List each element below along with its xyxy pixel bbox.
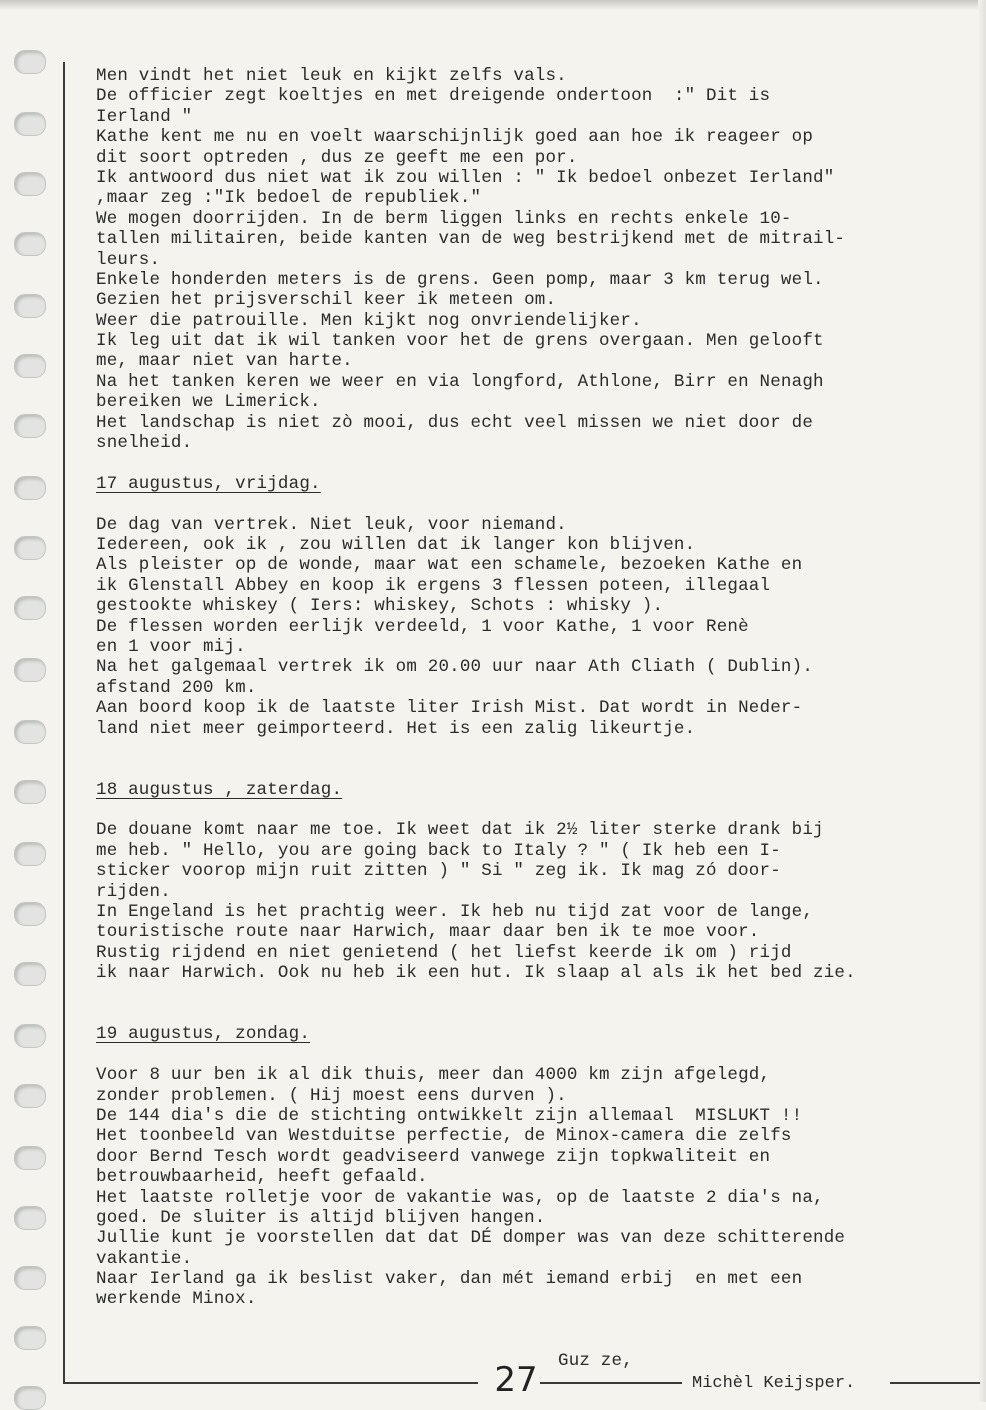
binder-holes	[14, 0, 48, 1402]
text-line: Aan boord koop ik de laatste liter Irish Mist. Dat wordt in Neder-	[96, 698, 803, 719]
text-line: De 144 dia's die de stichting ontwikkelt zijn allemaal MISLUKT !!	[96, 1105, 803, 1126]
binder-hole	[14, 354, 46, 378]
text-line: me, maar niet van harte.	[96, 351, 353, 372]
binder-hole	[14, 1266, 46, 1290]
binder-hole	[14, 172, 46, 196]
binder-hole	[14, 232, 46, 256]
text-line: me heb. " Hello, you are going back to Italy ? " ( Ik heb een I-	[96, 840, 781, 861]
page-right-edge	[978, 0, 986, 1402]
text-line: Het laatste rolletje voor de vakantie was, op de laatste 2 dia's na,	[96, 1187, 824, 1208]
binder-hole	[14, 720, 46, 744]
text-line: Ierland "	[96, 106, 193, 127]
text-line: land niet meer geimporteerd. Het is een zalig likeurtje.	[96, 718, 696, 739]
date-heading: 19 augustus, zondag.	[96, 1024, 311, 1045]
binder-hole	[14, 294, 46, 318]
text-line: Enkele honderden meters is de grens. Geen pomp, maar 3 km terug wel.	[96, 269, 824, 290]
text-line: Jullie kunt je voorstellen dat dat DÉ domper was van deze schitterende	[96, 1228, 846, 1249]
text-line: In Engeland is het prachtig weer. Ik heb nu tijd zat voor de lange,	[96, 902, 814, 923]
binder-hole	[14, 842, 46, 866]
binder-hole	[14, 780, 46, 804]
text-line: Rustig rijdend en niet genietend ( het liefst keerde ik om ) rijd	[96, 942, 792, 963]
text-line: gestookte whiskey ( Iers: whiskey, Schots : whisky ).	[96, 596, 664, 617]
text-line: Naar Ierland ga ik beslist vaker, dan mét iemand erbij en met een	[96, 1269, 803, 1290]
footer-rule	[890, 1382, 980, 1384]
closing-line: Guz ze,	[558, 1350, 633, 1371]
text-line: ik Glenstall Abbey en koop ik ergens 3 flessen poteen, illegaal	[96, 575, 771, 596]
text-line: bereiken we Limerick.	[96, 392, 321, 413]
binder-hole	[14, 112, 46, 136]
text-line: Weer die patrouille. Men kijkt nog onvriendelijker.	[96, 310, 642, 331]
page-top-edge	[0, 0, 986, 10]
text-line: leurs.	[96, 249, 161, 270]
text-line: afstand 200 km.	[96, 677, 257, 698]
margin-rule	[63, 62, 65, 1382]
text-line: rijden.	[96, 881, 171, 902]
text-line: Voor 8 uur ben ik al dik thuis, meer dan 4000 km zijn afgelegd,	[96, 1065, 771, 1086]
text-line: touristische route naar Harwich, maar daar ben ik te moe voor.	[96, 922, 760, 943]
text-line: Als pleister op de wonde, maar wat een schamele, bezoeken Kathe en	[96, 555, 803, 576]
article-body	[96, 66, 966, 1371]
footer-rule	[63, 1382, 478, 1384]
binder-hole	[14, 1024, 46, 1048]
page-number: 27	[494, 1360, 538, 1400]
date-heading: 17 augustus, vrijdag.	[96, 473, 321, 494]
binder-hole	[14, 536, 46, 560]
text-line: Na het tanken keren we weer en via longford, Athlone, Birr en Nenagh	[96, 371, 824, 392]
binder-hole	[14, 1146, 46, 1170]
text-line: De flessen worden eerlijk verdeeld, 1 voor Kathe, 1 voor Renè	[96, 616, 749, 637]
text-line: De douane komt naar me toe. Ik weet dat ik 2½ liter sterke drank bij	[96, 820, 824, 841]
text-line: We mogen doorrijden. In de berm liggen links en rechts enkele 10-	[96, 208, 792, 229]
text-line: Ik leg uit dat ik wil tanken voor het de grens overgaan. Men gelooft	[96, 331, 824, 352]
binder-hole	[14, 1206, 46, 1230]
text-line: De officier zegt koeltjes en met dreigende ondertoon :" Dit is	[96, 86, 771, 107]
binder-hole	[14, 1084, 46, 1108]
text-line: Kathe kent me nu en voelt waarschijnlijk goed aan hoe ik reageer op	[96, 127, 814, 148]
text-line: betrouwbaarheid, heeft gefaald.	[96, 1167, 428, 1188]
text-line: Het landschap is niet zò mooi, dus echt veel missen we niet door de	[96, 412, 814, 433]
text-line: vakantie.	[96, 1248, 193, 1269]
text-line: Men vindt het niet leuk en kijkt zelfs vals.	[96, 66, 567, 86]
binder-hole	[14, 414, 46, 438]
text-line: Na het galgemaal vertrek ik om 20.00 uur naar Ath Cliath ( Dublin).	[96, 657, 814, 678]
footer-rule	[540, 1382, 682, 1384]
text-line: Gezien het prijsverschil keer ik meteen om.	[96, 290, 557, 311]
date-heading: 18 augustus , zaterdag.	[96, 779, 343, 800]
text-line: zonder problemen. ( Hij moest eens durven ).	[96, 1085, 567, 1106]
binder-hole	[14, 902, 46, 926]
text-line: dit soort optreden , dus ze geeft me een por.	[96, 147, 578, 168]
binder-hole	[14, 476, 46, 500]
text-line: ,maar zeg :"Ik bedoel de republiek."	[96, 188, 482, 209]
text-line: Ik antwoord dus niet wat ik zou willen : " Ik bedoel onbezet Ierland"	[96, 167, 835, 188]
binder-hole	[14, 596, 46, 620]
text-line: tallen militairen, beide kanten van de weg bestrijkend met de mitrail-	[96, 229, 846, 250]
text-line: werkende Minox.	[96, 1289, 257, 1310]
binder-hole	[14, 50, 46, 74]
text-line: door Bernd Tesch wordt geadviseerd vanwege zijn topkwaliteit en	[96, 1146, 771, 1167]
text-line: snelheid.	[96, 433, 193, 454]
binder-hole	[14, 962, 46, 986]
author-signature: Michèl Keijsper.	[692, 1374, 856, 1393]
binder-hole	[14, 1386, 46, 1410]
text-line: Het toonbeeld van Westduitse perfectie, de Minox-camera die zelfs	[96, 1126, 792, 1147]
text-line: goed. De sluiter is altijd blijven hangen.	[96, 1207, 546, 1228]
text-line: Iedereen, ook ik , zou willen dat ik langer kon blijven.	[96, 534, 696, 555]
text-line: De dag van vertrek. Niet leuk, voor niemand.	[96, 514, 567, 535]
text-line: ik naar Harwich. Ook nu heb ik een hut. Ik slaap al als ik het bed zie.	[96, 963, 856, 984]
binder-hole	[14, 1326, 46, 1350]
binder-hole	[14, 658, 46, 682]
text-line: sticker voorop mijn ruit zitten ) " Si " zeg ik. Ik mag zó door-	[96, 861, 781, 882]
text-line: en 1 voor mij.	[96, 636, 246, 657]
